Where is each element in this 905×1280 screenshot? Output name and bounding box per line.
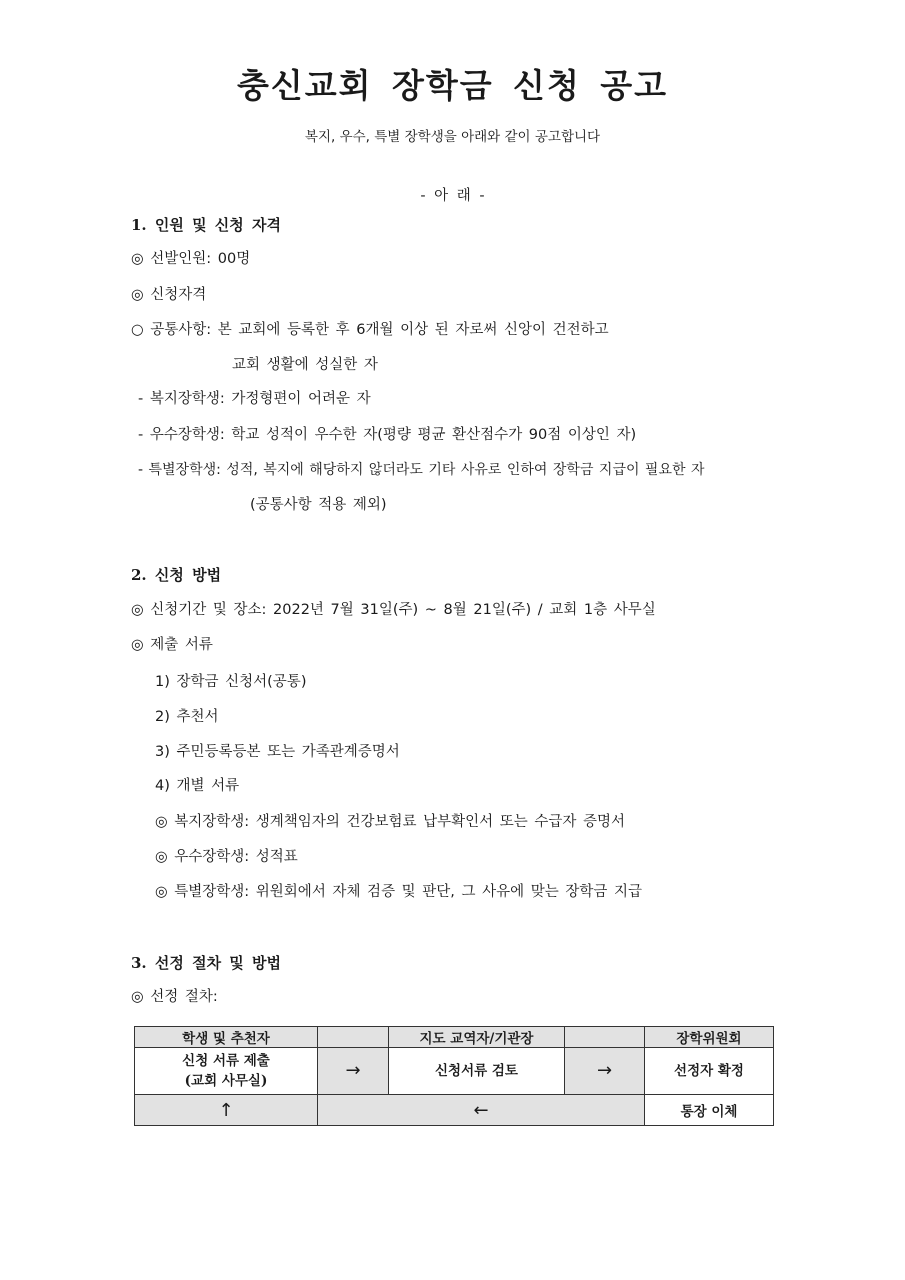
step-review-documents: 신청서류 검토 <box>389 1048 565 1095</box>
section2-line: 4) 개별 서류 <box>155 778 240 794</box>
arrow-left-cell <box>318 1095 645 1126</box>
header-student-recommender: 학생 및 추천자 <box>135 1027 318 1048</box>
step-submit-line2: (교회 사무실) <box>184 1073 268 1089</box>
arrow-left-icon: ← <box>473 1099 489 1121</box>
header-blank <box>565 1027 645 1048</box>
header-pastor-director: 지도 교역자/기관장 <box>389 1027 565 1048</box>
section2-line: ◎ 제출 서류 <box>131 637 213 653</box>
below-marker: - 아 래 - <box>420 188 485 204</box>
section1-line: ○ 공통사항: 본 교회에 등록한 후 6개월 이상 된 자로써 신앙이 건전하고 <box>131 322 609 338</box>
arrow-right-cell <box>318 1048 389 1095</box>
arrow-right-icon: → <box>596 1059 613 1081</box>
section2-line: ◎ 복지장학생: 생계책임자의 건강보험료 납부확인서 또는 수급자 증명서 <box>155 814 626 830</box>
section2-line: ◎ 신청기간 및 장소: 2022년 7월 31일(주) ~ 8월 21일(주) / 교회 1층 사무실 <box>131 602 656 618</box>
section2-heading: 2. 신청 방법 <box>131 566 222 584</box>
page-title: 충신교회 장학금 신청 공고 <box>236 66 669 105</box>
step-submit-documents <box>135 1048 318 1095</box>
section2-line: ◎ 우수장학생: 성적표 <box>155 849 298 865</box>
section2-line: 2) 추천서 <box>155 709 219 725</box>
section1-line: ◎ 신청자격 <box>131 287 207 303</box>
section3-line: ◎ 선정 절차: <box>131 989 218 1005</box>
arrow-right-icon: → <box>345 1059 361 1081</box>
section1-line: - 특별장학생: 성적, 복지에 해당하지 않더라도 기타 사유로 인하여 장학금 지급이 필요한 자 <box>138 462 705 478</box>
section2-line: 1) 장학금 신청서(공통) <box>155 674 307 690</box>
step-confirm-selection: 선정자 확정 <box>645 1048 774 1095</box>
section1-line: - 복지장학생: 가정형편이 어려운 자 <box>138 391 371 407</box>
page-subtitle: 복지, 우수, 특별 장학생을 아래와 같이 공고합니다 <box>304 129 601 145</box>
header-committee: 장학위원회 <box>645 1027 774 1048</box>
section1-line: 교회 생활에 성실한 자 <box>232 357 378 373</box>
selection-process-table <box>134 1026 774 1126</box>
arrow-up-icon: ↑ <box>218 1099 234 1121</box>
section1-line: (공통사항 적용 제외) <box>250 497 387 513</box>
section1-heading: 1. 인원 및 신청 자격 <box>131 216 281 234</box>
step-bank-transfer: 통장 이체 <box>645 1095 774 1126</box>
section3-heading: 3. 선정 절차 및 방법 <box>131 954 281 972</box>
section1-line: - 우수장학생: 학교 성적이 우수한 자(평량 평균 환산점수가 90점 이상인 자) <box>138 427 637 443</box>
section2-line: 3) 주민등록등본 또는 가족관계증명서 <box>155 744 400 760</box>
arrow-up-cell <box>135 1095 318 1126</box>
step-submit-line1: 신청 서류 제출 <box>182 1053 270 1069</box>
section1-line: ◎ 선발인원: 00명 <box>131 251 251 267</box>
header-blank <box>318 1027 389 1048</box>
section2-line: ◎ 특별장학생: 위원회에서 자체 검증 및 판단, 그 사유에 맞는 장학금 지급 <box>155 884 643 900</box>
arrow-right-cell <box>565 1048 645 1095</box>
